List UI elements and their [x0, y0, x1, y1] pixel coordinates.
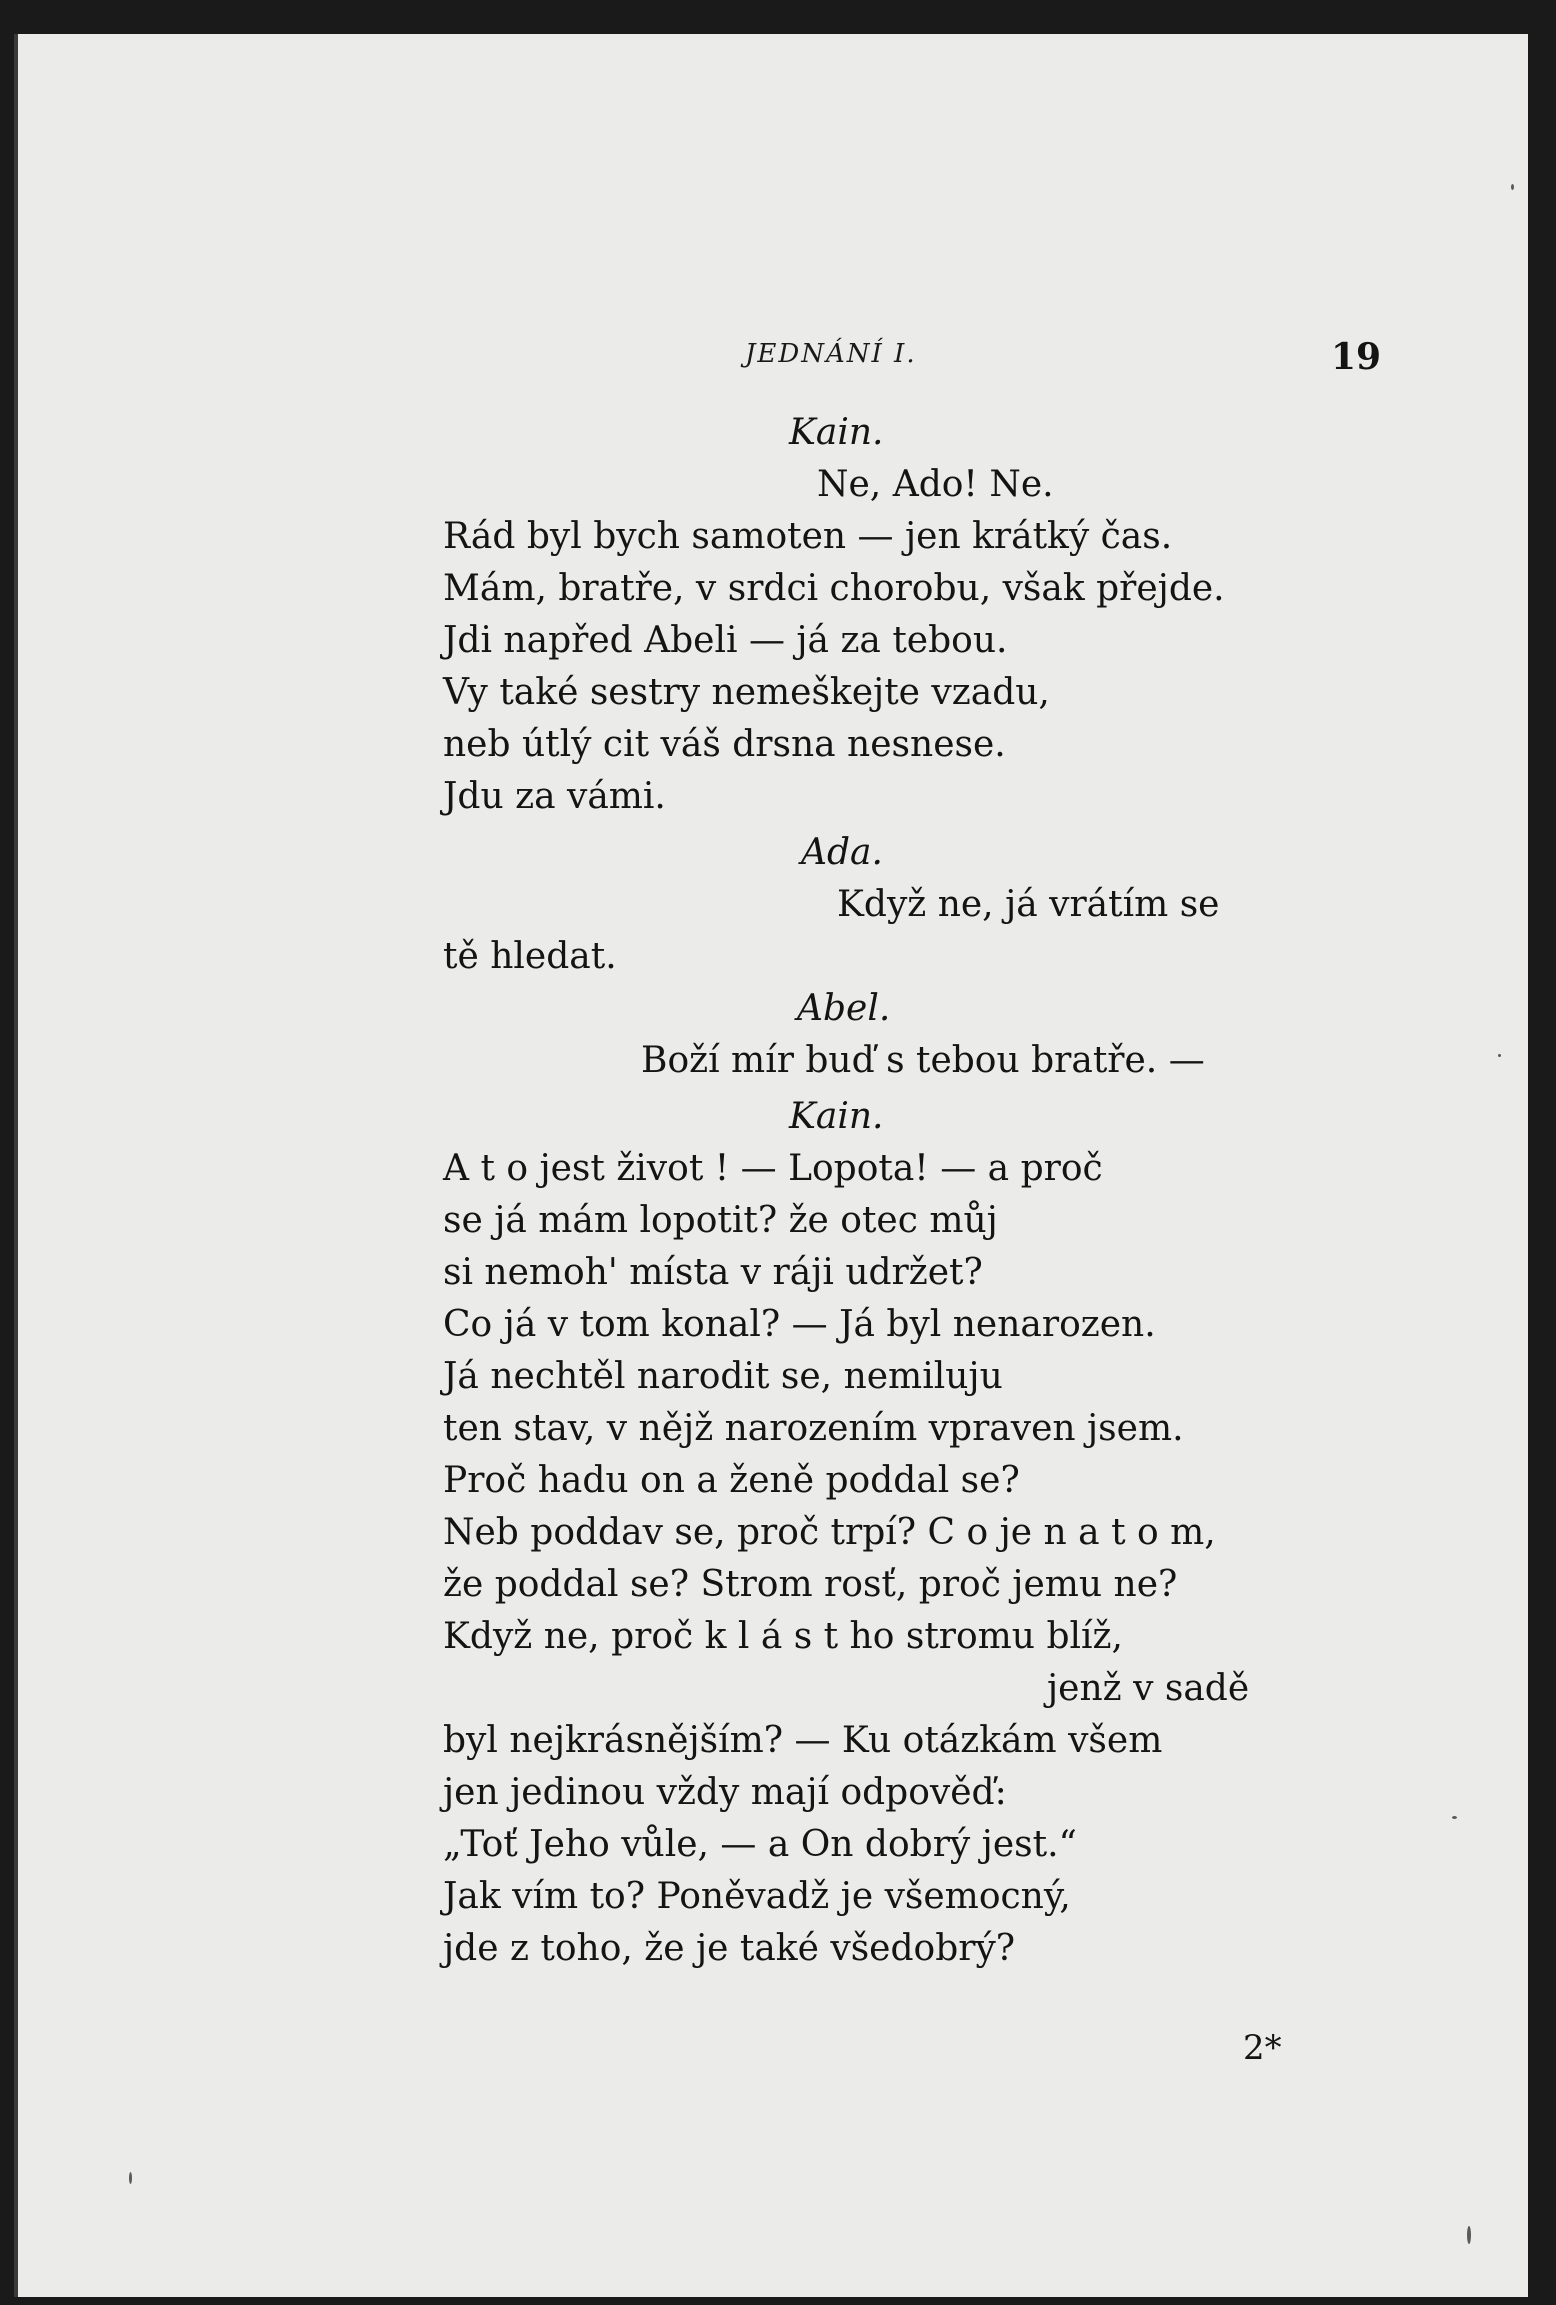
verse-line: Vy také sestry nemeškejte vzadu, [443, 672, 1050, 713]
running-head: JEDNÁNÍ I. [745, 339, 917, 369]
signature-mark: 2* [1243, 2028, 1282, 2068]
page-spine-edge [14, 34, 18, 2297]
verse-line: neb útlý cit váš drsna nesnese. [443, 724, 1006, 765]
verse-line: Já nechtěl narodit se, nemiluju [443, 1356, 1003, 1397]
verse-line: Co já v tom konal? — Já byl nenarozen. [443, 1304, 1156, 1345]
verse-line: se já mám lopotit? že otec můj [443, 1200, 998, 1241]
verse-line: A t o jest život ! — Lopota! — a proč [443, 1148, 1103, 1189]
verse-line: Jdi napřed Abeli — já za tebou. [443, 620, 1008, 661]
verse-line: jen jedinou vždy mají odpověď: [443, 1772, 1007, 1813]
paper-speck [129, 2172, 132, 2184]
verse-line: Neb poddav se, proč trpí? C o je n a t o m, [443, 1512, 1216, 1553]
paper-speck [1452, 1816, 1457, 1819]
verse-line: si nemoh' místa v ráji udržet? [443, 1252, 983, 1293]
paper-speck [1511, 184, 1514, 190]
verse-line: „Toť Jeho vůle, — a On dobrý jest.“ [443, 1824, 1077, 1865]
verse-line: Mám, bratře, v srdci chorobu, však přejde. [443, 568, 1225, 609]
verse-line: Jdu za vámi. [443, 776, 666, 817]
verse-line: ten stav, v nějž narozením vpraven jsem. [443, 1408, 1184, 1449]
verse-line: Rád byl bych samoten — jen krátký čas. [443, 516, 1173, 557]
speaker-name: Kain. [789, 412, 884, 453]
page-number: 19 [1331, 336, 1382, 378]
verse-line: tě hledat. [443, 936, 617, 977]
speaker-name: Ada. [801, 832, 883, 873]
verse-line: Proč hadu on a ženě poddal se? [443, 1460, 1020, 1501]
verse-line: jenž v sadě [1047, 1668, 1250, 1709]
verse-line: Ne, Ado! Ne. [817, 464, 1054, 505]
verse-line: že poddal se? Strom rosť, proč jemu ne? [443, 1564, 1178, 1605]
verse-line: byl nejkrásnějším? — Ku otázkám všem [443, 1720, 1163, 1761]
paper-speck [1498, 1054, 1501, 1057]
paper-speck [1467, 2226, 1471, 2244]
verse-line: jde z toho, že je také všedobrý? [443, 1928, 1016, 1969]
verse-line: Boží mír buď s tebou bratře. — [641, 1040, 1205, 1081]
verse-line: Jak vím to? Poněvadž je všemocný, [443, 1876, 1071, 1917]
speaker-name: Kain. [789, 1096, 884, 1137]
speaker-name: Abel. [797, 988, 891, 1029]
book-page [14, 34, 1528, 2297]
verse-line: Když ne, proč k l á s t ho stromu blíž, [443, 1616, 1123, 1657]
verse-line: Když ne, já vrátím se [837, 884, 1220, 925]
